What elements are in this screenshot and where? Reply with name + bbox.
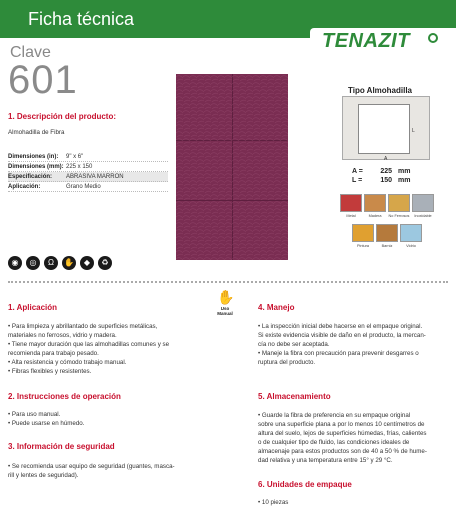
glass-icon	[400, 224, 422, 242]
spec-value: 9" x 6"	[66, 153, 84, 160]
dim-a-mark: A	[384, 156, 388, 162]
dim-row	[352, 176, 410, 185]
dim-value: 150	[380, 177, 392, 184]
aplicacion-text: • Para limpieza y abrillantado de superficies metálicas, materiales no ferrosos, vidrio y madera. • Tiene mayor duración que las almohadillas comunes y se recomienda para trabajo pesado. • Alta resistencia y cómodo trabajo manual. • Fibras flexibles y resistentes.	[8, 323, 170, 375]
spec-value: Grano Medio	[66, 183, 101, 190]
surface-label: Inoxidable	[414, 214, 432, 218]
divider	[8, 281, 448, 283]
section-title-almacenamiento: 5. Almacenamiento	[258, 392, 331, 401]
manual-use-label: Uso Manual	[217, 306, 233, 316]
surface-label: No Ferrosos	[388, 214, 410, 218]
paint-icon	[352, 224, 374, 242]
surface-label: Pintura	[356, 244, 370, 248]
registered-mark-icon	[428, 33, 438, 43]
non-ferrous-icon	[388, 194, 410, 212]
dim-key: L =	[352, 177, 363, 184]
dim-key: A =	[352, 168, 363, 175]
dim-l-mark: L	[412, 128, 415, 134]
spec-table	[8, 152, 168, 192]
surface-label: Metal	[346, 214, 356, 218]
spec-row	[8, 182, 168, 192]
section-title-seguridad: 3. Información de seguridad	[8, 442, 115, 451]
manejo-text: • La inspección inicial debe hacerse en el empaque original. Si existe evidencia visible de daño en el producto, la mercan- cía no debe ser aceptada. • Maneje la fibra con precaución para prevenir desgarres o ruptura del producto.	[258, 323, 426, 366]
dim-row	[352, 167, 410, 176]
section-title-empaque: 6. Unidades de empaque	[258, 480, 352, 489]
descripcion-text: Almohadilla de Fibra	[8, 129, 65, 136]
page-title: Ficha técnica	[28, 9, 135, 29]
recycle-icon: ♻	[98, 256, 112, 270]
surface-label: Madera	[368, 214, 382, 218]
pad-outline	[358, 104, 410, 154]
spec-value: ABRASIVA MARRON	[66, 173, 124, 180]
gloves-icon: ✋	[62, 256, 76, 270]
almacenamiento-text: • Guarde la fibra de preferencia en su empaque original sobre una superficie plana a por lo menos 10 centímetros de altura del suelo, lejos de superficies húmedas, frías, calientes o de cualquier tipo de fluido, las condiciones ideales de almacenaje para estos productos son de 40 a 50 % de hume- dad relativa y una temperatura entre 15° y 29 °C.	[258, 412, 427, 464]
dim-value: 225	[380, 168, 392, 175]
safety-glasses-icon: ◉	[8, 256, 22, 270]
hand-icon: ✋	[217, 289, 235, 305]
spec-row	[8, 152, 168, 162]
ear-protection-icon: Ω	[44, 256, 58, 270]
spec-key: Aplicación:	[8, 183, 41, 190]
section-title-instrucciones: 2. Instrucciones de operación	[8, 392, 121, 401]
empaque-text: • 10 piezas	[258, 499, 289, 506]
clave-number: 601	[8, 58, 78, 102]
surface-label: Barniz	[381, 244, 393, 248]
product-image	[176, 74, 288, 260]
spec-row	[8, 172, 168, 182]
dim-unit: mm	[398, 168, 411, 175]
spec-value: 225 x 150	[66, 163, 93, 170]
surface-label: Vidrio	[406, 244, 416, 248]
brand-logo: TENAZIT	[322, 30, 410, 52]
tipo-title: Tipo Almohadilla	[348, 86, 413, 95]
dim-unit: mm	[398, 177, 411, 184]
spec-row	[8, 162, 168, 172]
fiber-texture	[176, 74, 288, 260]
seguridad-text: • Se recomienda usar equipo de seguridad (guantes, masca- rill y lentes de seguridad).	[8, 463, 175, 479]
boots-icon: ◆	[80, 256, 94, 270]
metal-icon	[340, 194, 362, 212]
varnish-icon	[376, 224, 398, 242]
instrucciones-text: • Para uso manual. • Puede usarse en húmedo.	[8, 411, 85, 427]
clave-label: Clave	[10, 44, 51, 61]
spec-key: Dimensiones (mm):	[8, 163, 64, 170]
spec-key: Dimensiones (in):	[8, 153, 59, 160]
stainless-icon	[412, 194, 434, 212]
section-title-descripcion: 1. Descripción del producto:	[8, 112, 117, 121]
mask-icon: ◎	[26, 256, 40, 270]
section-title-manejo: 4. Manejo	[258, 303, 295, 312]
section-title-aplicacion: 1. Aplicación	[8, 303, 58, 312]
wood-icon	[364, 194, 386, 212]
dimensions	[352, 167, 410, 185]
spec-key: Especificación:	[8, 173, 53, 180]
